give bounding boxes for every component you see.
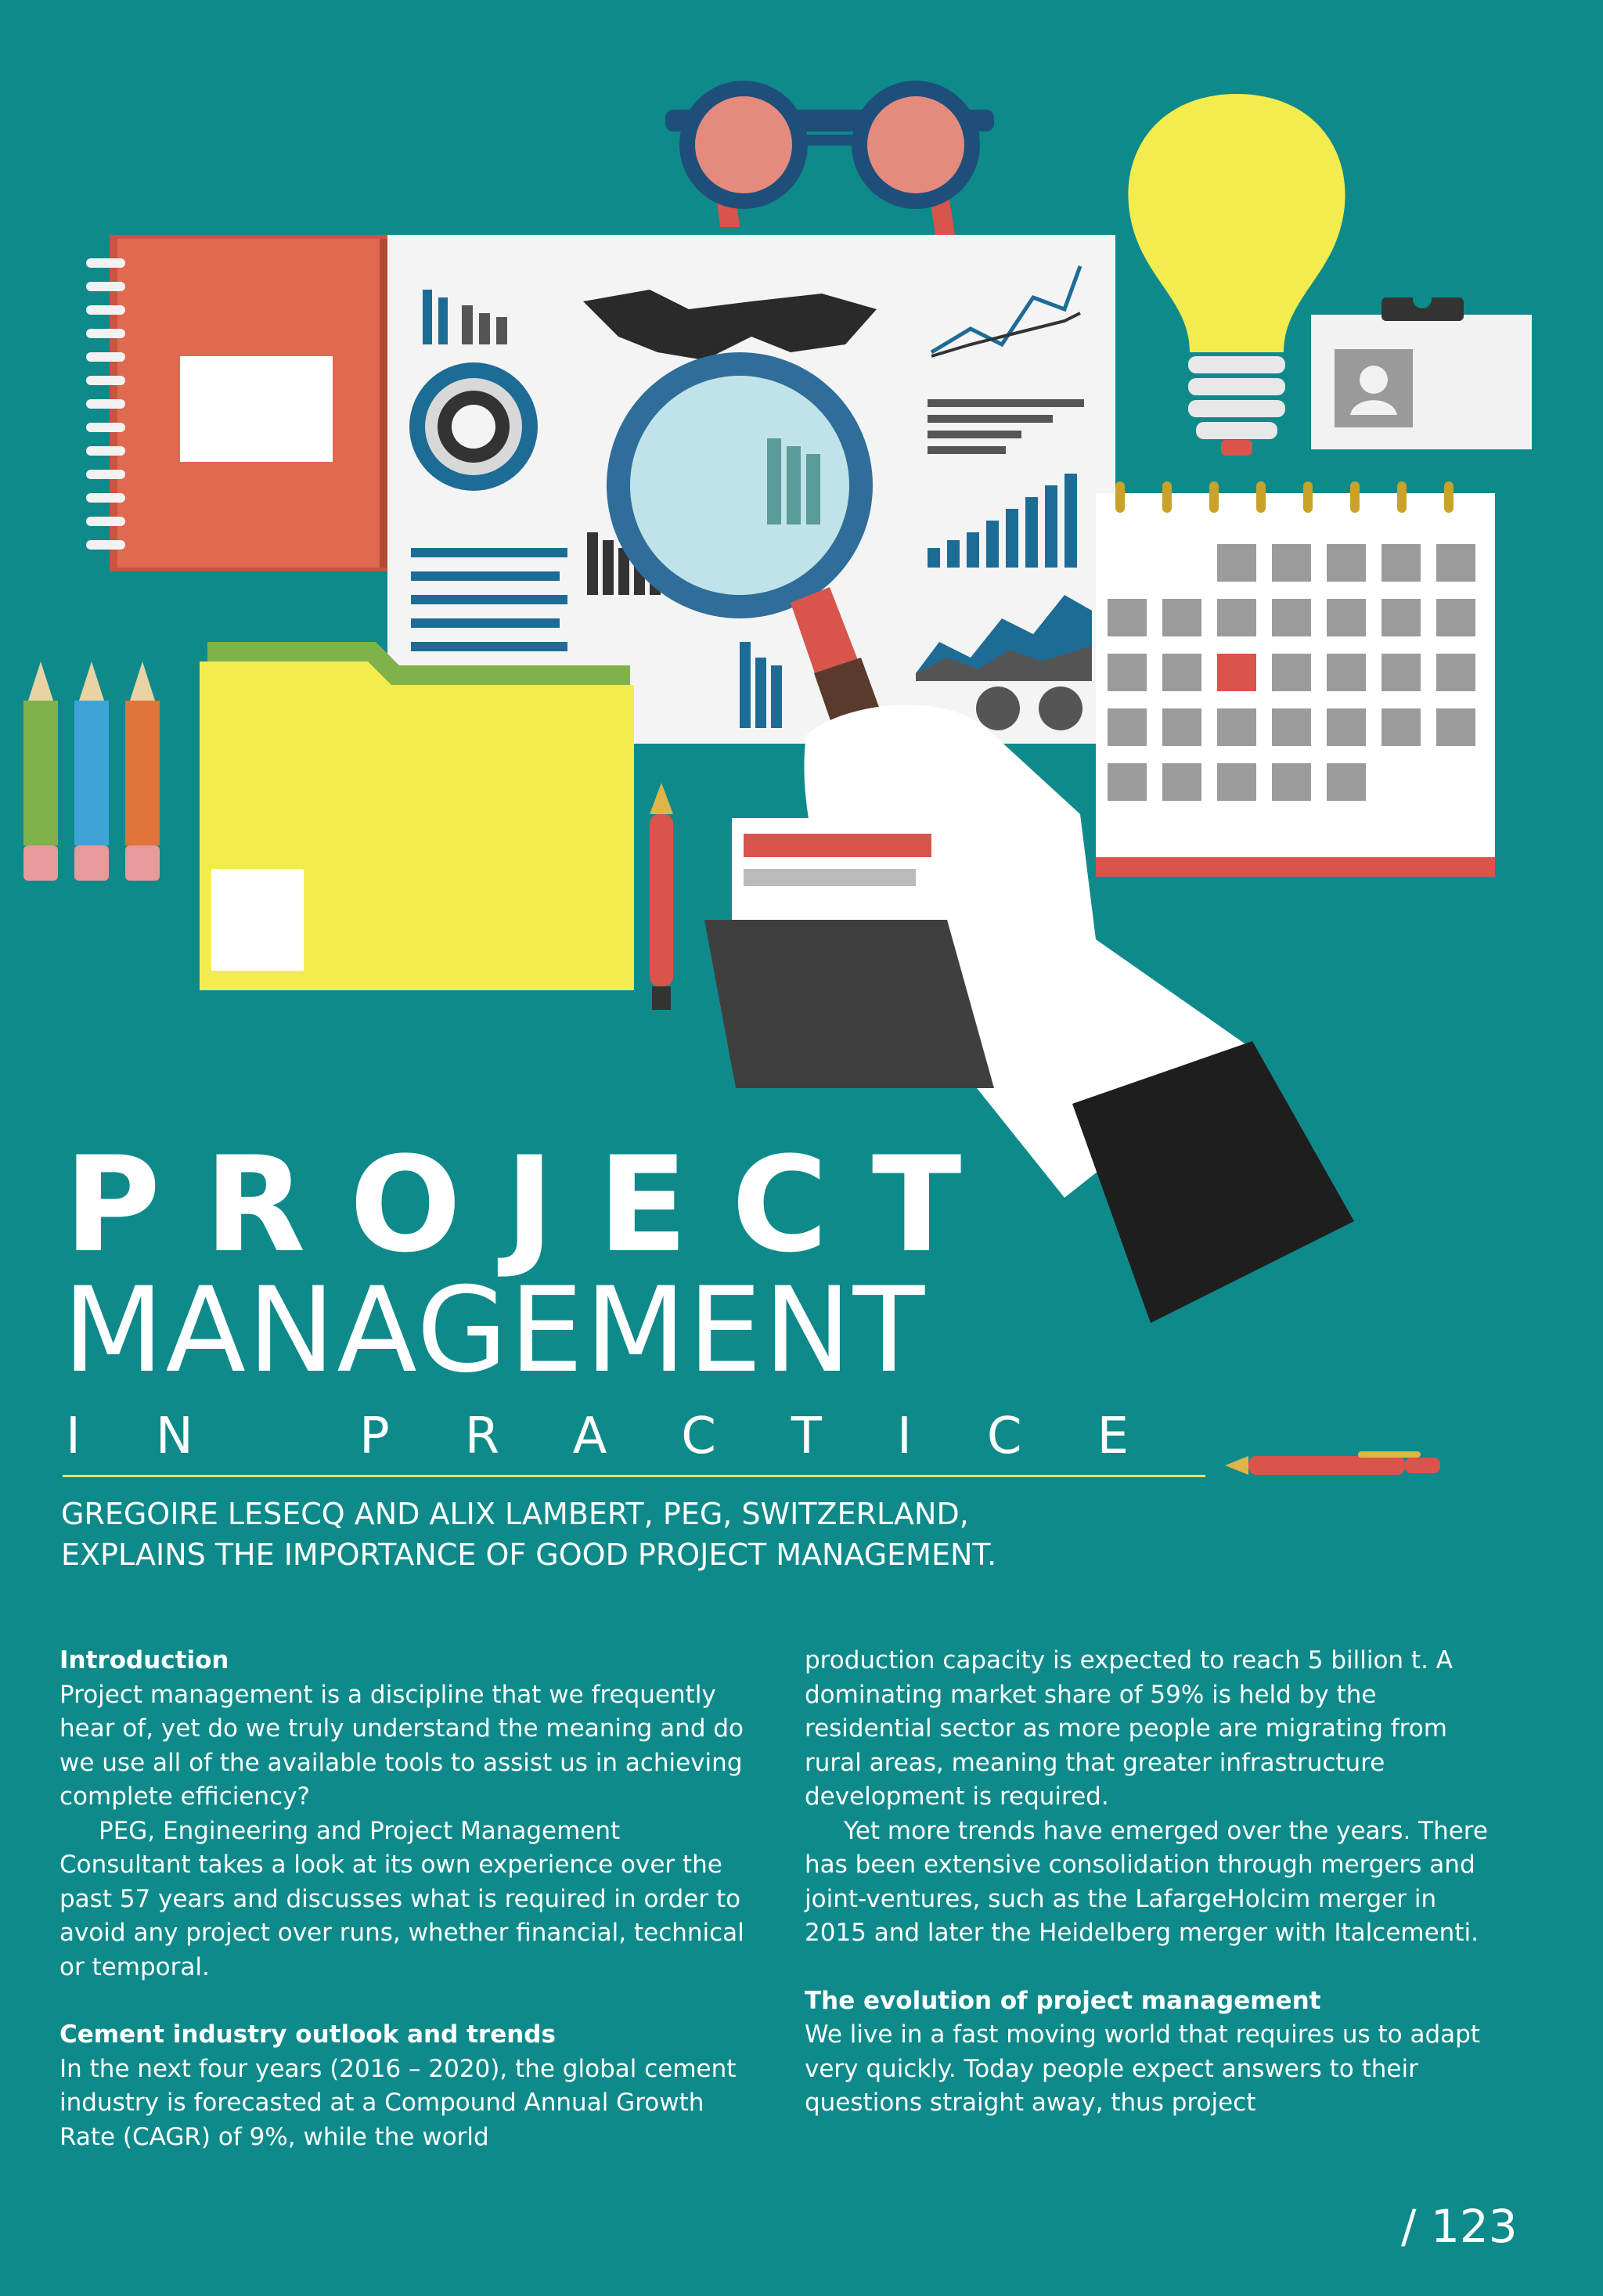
page-number: / 123: [1401, 2200, 1518, 2253]
outlook-paragraph-1-continued: production capacity is expected to reach 5 billion t. A dominating market share of 59% is held by the residential sector as more people are migrating from rural areas, meaning that greater infrastructure development is required.: [805, 1646, 1453, 1811]
calendar-icon: [1096, 481, 1495, 877]
pen-icon: [1225, 1450, 1460, 1481]
title-line-project: PROJECT: [64, 1128, 1006, 1281]
id-badge-icon: [1311, 290, 1532, 449]
intro-paragraph-1: Project management is a discipline that we frequently hear of, yet do we truly understand the meaning and do we use all of the available tools to assist us in achieving complete efficiency?: [59, 1680, 744, 1811]
subtitle-line-2: EXPLAINS THE IMPORTANCE OF GOOD PROJECT MANAGEMENT.: [61, 1537, 997, 1572]
left-column: [59, 1644, 748, 2154]
glasses-icon: [665, 81, 994, 235]
evolution-paragraph-1: We live in a fast moving world that requires us to adapt very quickly. Today people expect answers to their questions straight away, thus project: [805, 2020, 1480, 2117]
right-column: [805, 1644, 1493, 2121]
outlook-paragraph-1: In the next four years (2016 – 2020), the global cement industry is forecasted at a Compound Annual Growth Rate (CAGR) of 9%, while the world: [59, 2054, 737, 2151]
outlook-heading: Cement industry outlook and trends: [59, 2020, 556, 2049]
intro-heading: Introduction: [59, 1646, 229, 1674]
article-subtitle: [61, 1494, 1235, 1575]
title-line-management: MANAGEMENT: [63, 1263, 927, 1399]
intro-paragraph-2: PEG, Engineering and Project Management Consultant takes a look at its own experience over the past 57 years and discusses what is required in order to avoid any project over runs, whether financial, technical or temporal.: [59, 1816, 744, 1981]
subtitle-line-1: GREGOIRE LESECQ AND ALIX LAMBERT, PEG, SWITZERLAND,: [61, 1497, 969, 1531]
outlook-paragraph-2: Yet more trends have emerged over the years. There has been extensive consolidation through mergers and joint-ventures, such as the LafargeHolcim merger in 2015 and later the Heidelberg merger with Italcementi.: [805, 1816, 1488, 1947]
evolution-heading: The evolution of project management: [805, 1986, 1321, 2015]
pencils-icon: [23, 661, 160, 881]
pen-icon: [650, 783, 673, 1010]
notebook-icon: [86, 235, 399, 571]
folder-icon: [200, 642, 634, 990]
title-divider: [63, 1475, 1205, 1477]
title-line-in-practice: IN PRACTICE: [66, 1408, 1204, 1465]
